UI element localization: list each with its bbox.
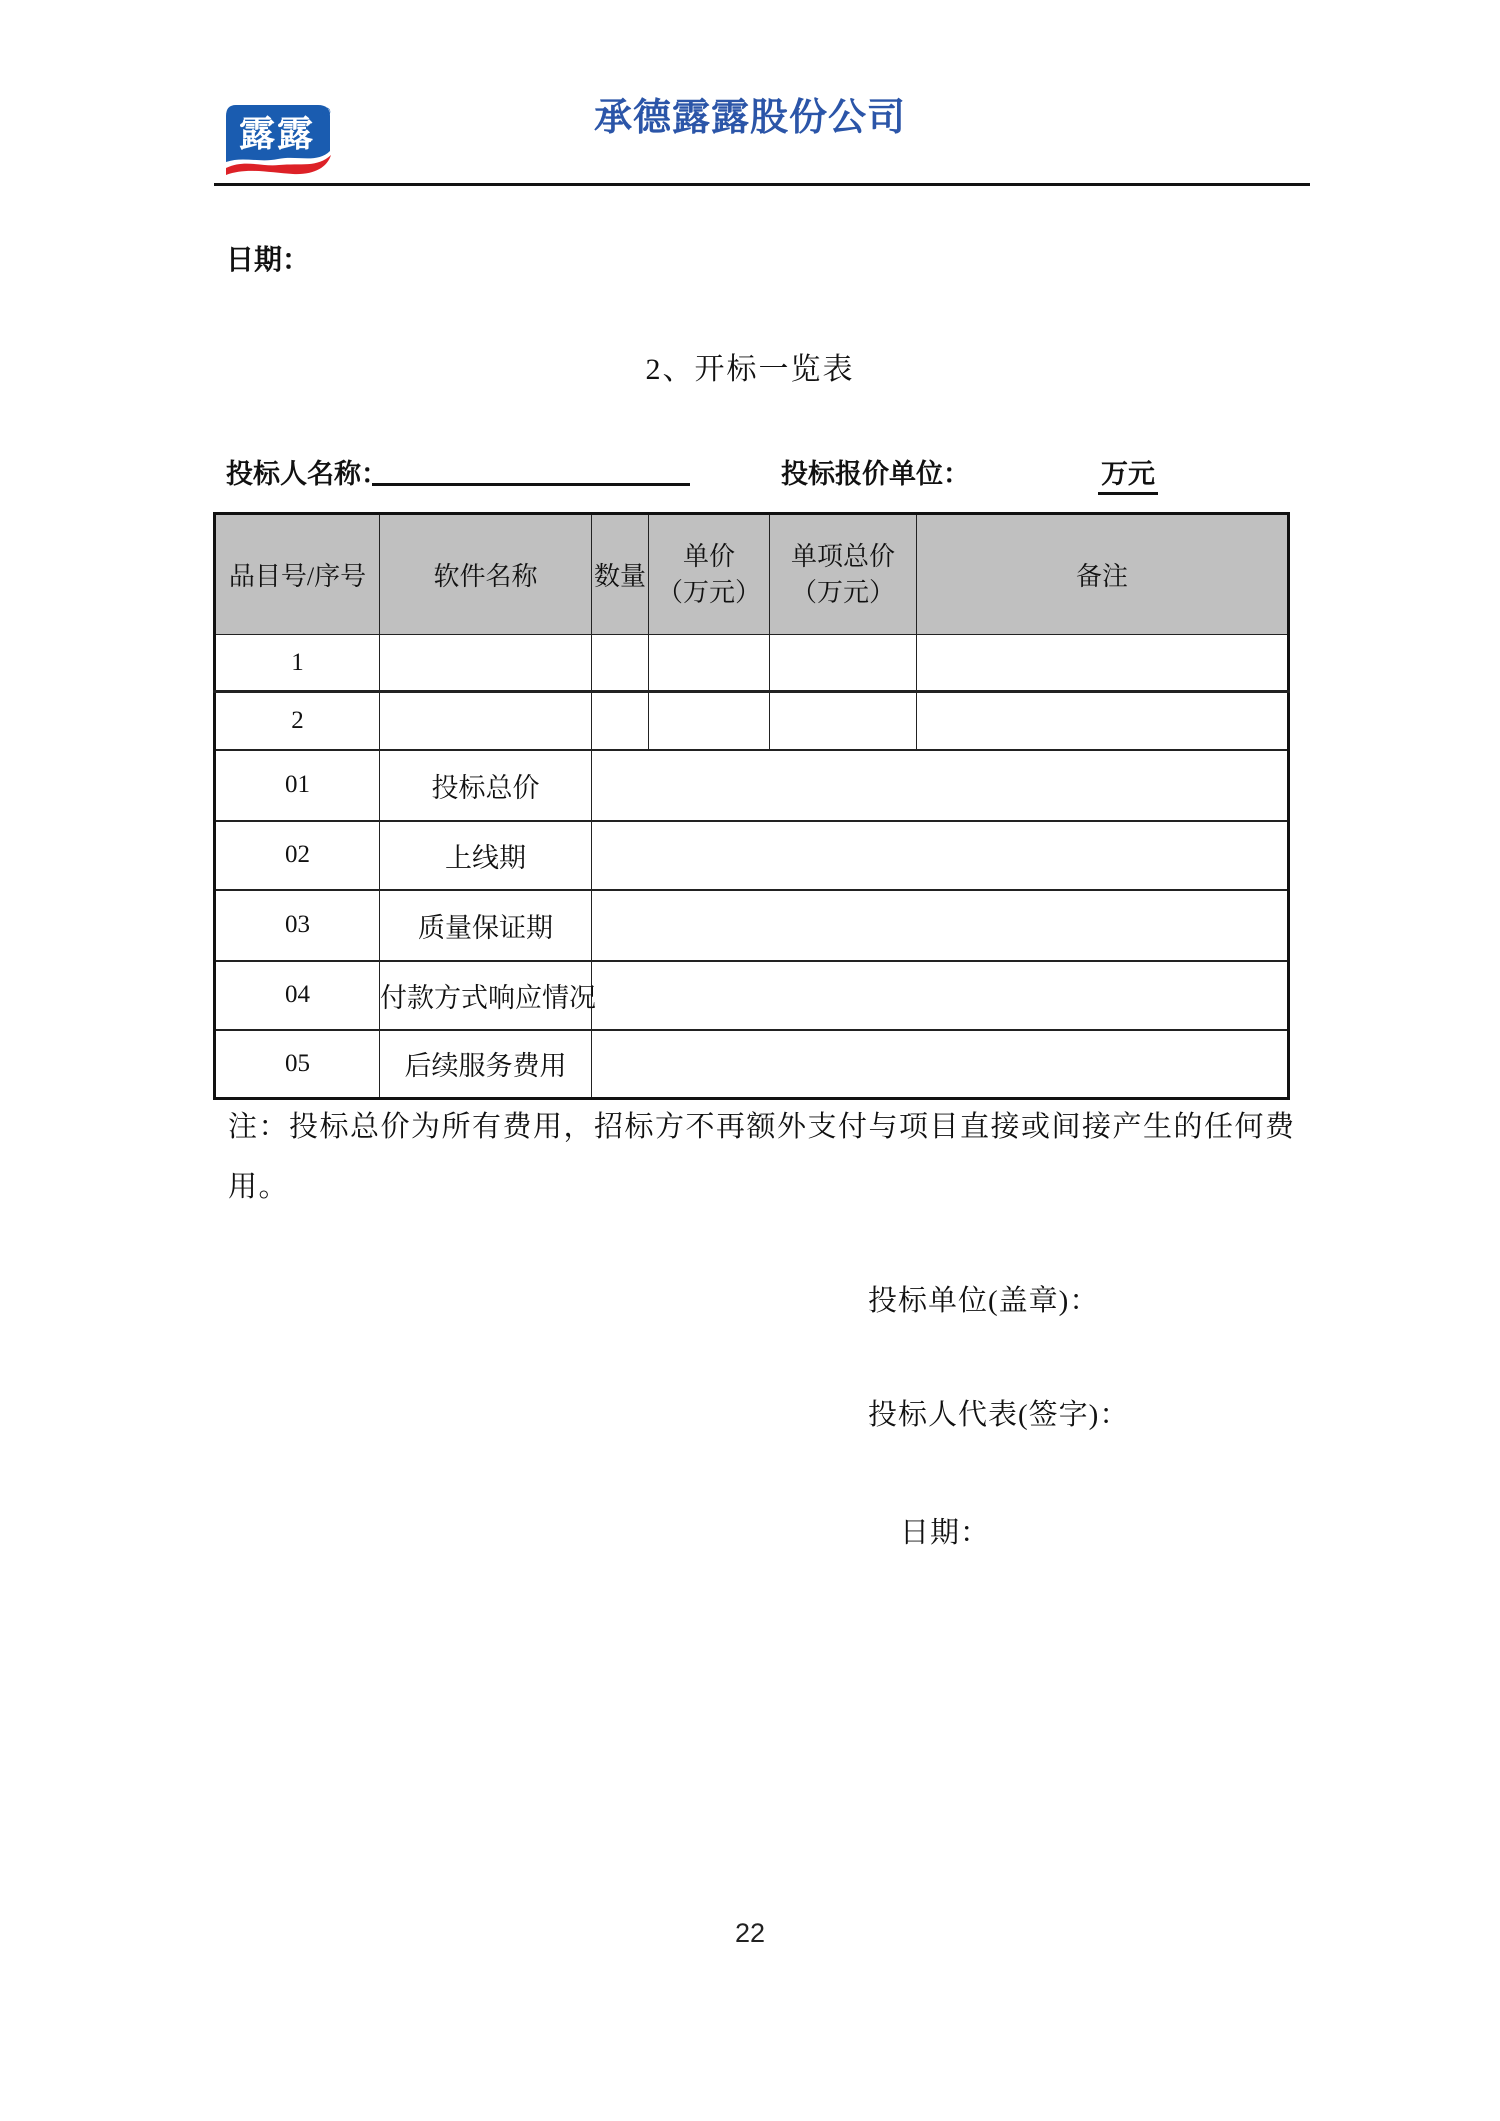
- lulu-logo: [225, 104, 333, 186]
- item-total-line2: （万元）: [790, 577, 895, 607]
- bid-opening-table: [213, 512, 1290, 1100]
- col-header-software-name: 软件名称: [380, 514, 592, 635]
- table-header-row: [215, 514, 1289, 635]
- summary-value-cell[interactable]: [592, 750, 1289, 821]
- remarks-cell[interactable]: [917, 635, 1289, 692]
- bidder-name-label: 投标人名称：: [226, 459, 388, 489]
- table-row: [215, 890, 1289, 961]
- signature-date-label: 日期：: [900, 1517, 991, 1549]
- item-no-cell: 2: [215, 692, 380, 750]
- table-row: [215, 635, 1289, 692]
- summary-no-cell: 05: [215, 1030, 380, 1099]
- summary-no-cell: 04: [215, 961, 380, 1030]
- summary-label-cell: 后续服务费用: [380, 1030, 592, 1099]
- col-header-quantity: 数量: [592, 514, 649, 635]
- unit-price-cell[interactable]: [649, 635, 770, 692]
- summary-label-cell: 投标总价: [380, 750, 592, 821]
- summary-value-cell[interactable]: [592, 821, 1289, 890]
- item-no-cell: 1: [215, 635, 380, 692]
- table-row: [215, 821, 1289, 890]
- summary-value-cell[interactable]: [592, 890, 1289, 961]
- signature-unit-seal-label: 投标单位(盖章)：: [868, 1285, 1100, 1317]
- note-line-1: 注：投标总价为所有费用，招标方不再额外支付与项目直接或间接产生的任何费: [228, 1111, 1296, 1143]
- remarks-cell[interactable]: [917, 692, 1289, 750]
- col-header-remarks: 备注: [917, 514, 1289, 635]
- quote-unit-label: 投标报价单位：: [781, 459, 970, 489]
- page-title: 2、开标一览表: [645, 353, 855, 386]
- summary-value-cell[interactable]: [592, 1030, 1289, 1099]
- summary-label-cell: 付款方式响应情况: [380, 961, 592, 1030]
- unit-price-cell[interactable]: [649, 692, 770, 750]
- svg-text:露露: 露露: [238, 114, 316, 154]
- company-name: 承德露露股份公司: [593, 97, 906, 139]
- col-header-item-no: 品目号/序号: [215, 514, 380, 635]
- col-header-unit-price: [649, 514, 770, 635]
- col-header-item-total: [770, 514, 917, 635]
- summary-no-cell: 01: [215, 750, 380, 821]
- note-line-2: 用。: [228, 1171, 290, 1203]
- table-row: [215, 750, 1289, 821]
- software-name-cell[interactable]: [380, 635, 592, 692]
- quantity-cell[interactable]: [592, 635, 649, 692]
- summary-no-cell: 03: [215, 890, 380, 961]
- software-name-cell[interactable]: [380, 692, 592, 750]
- summary-label-cell: 质量保证期: [380, 890, 592, 961]
- item-total-cell[interactable]: [770, 692, 917, 750]
- page-number: 22: [734, 1918, 766, 1948]
- unit-price-line1: 单价: [682, 541, 735, 571]
- summary-value-cell[interactable]: [592, 961, 1289, 1030]
- summary-no-cell: 02: [215, 821, 380, 890]
- item-total-cell[interactable]: [770, 635, 917, 692]
- bidder-name-blank-field[interactable]: [372, 452, 690, 486]
- table-row: [215, 1030, 1289, 1099]
- lulu-logo-icon: [225, 104, 333, 186]
- header-date-label: 日期：: [226, 244, 311, 275]
- header-rule: [214, 183, 1310, 186]
- table-row: [215, 961, 1289, 1030]
- signature-representative-label: 投标人代表(签字)：: [868, 1399, 1130, 1431]
- item-total-line1: 单项总价: [790, 541, 895, 571]
- unit-price-line2: （万元）: [656, 577, 761, 607]
- quote-unit-value: 万元: [1098, 452, 1158, 495]
- svg-text:®: ®: [321, 105, 331, 119]
- table-row: [215, 692, 1289, 750]
- summary-label-cell: 上线期: [380, 821, 592, 890]
- quantity-cell[interactable]: [592, 692, 649, 750]
